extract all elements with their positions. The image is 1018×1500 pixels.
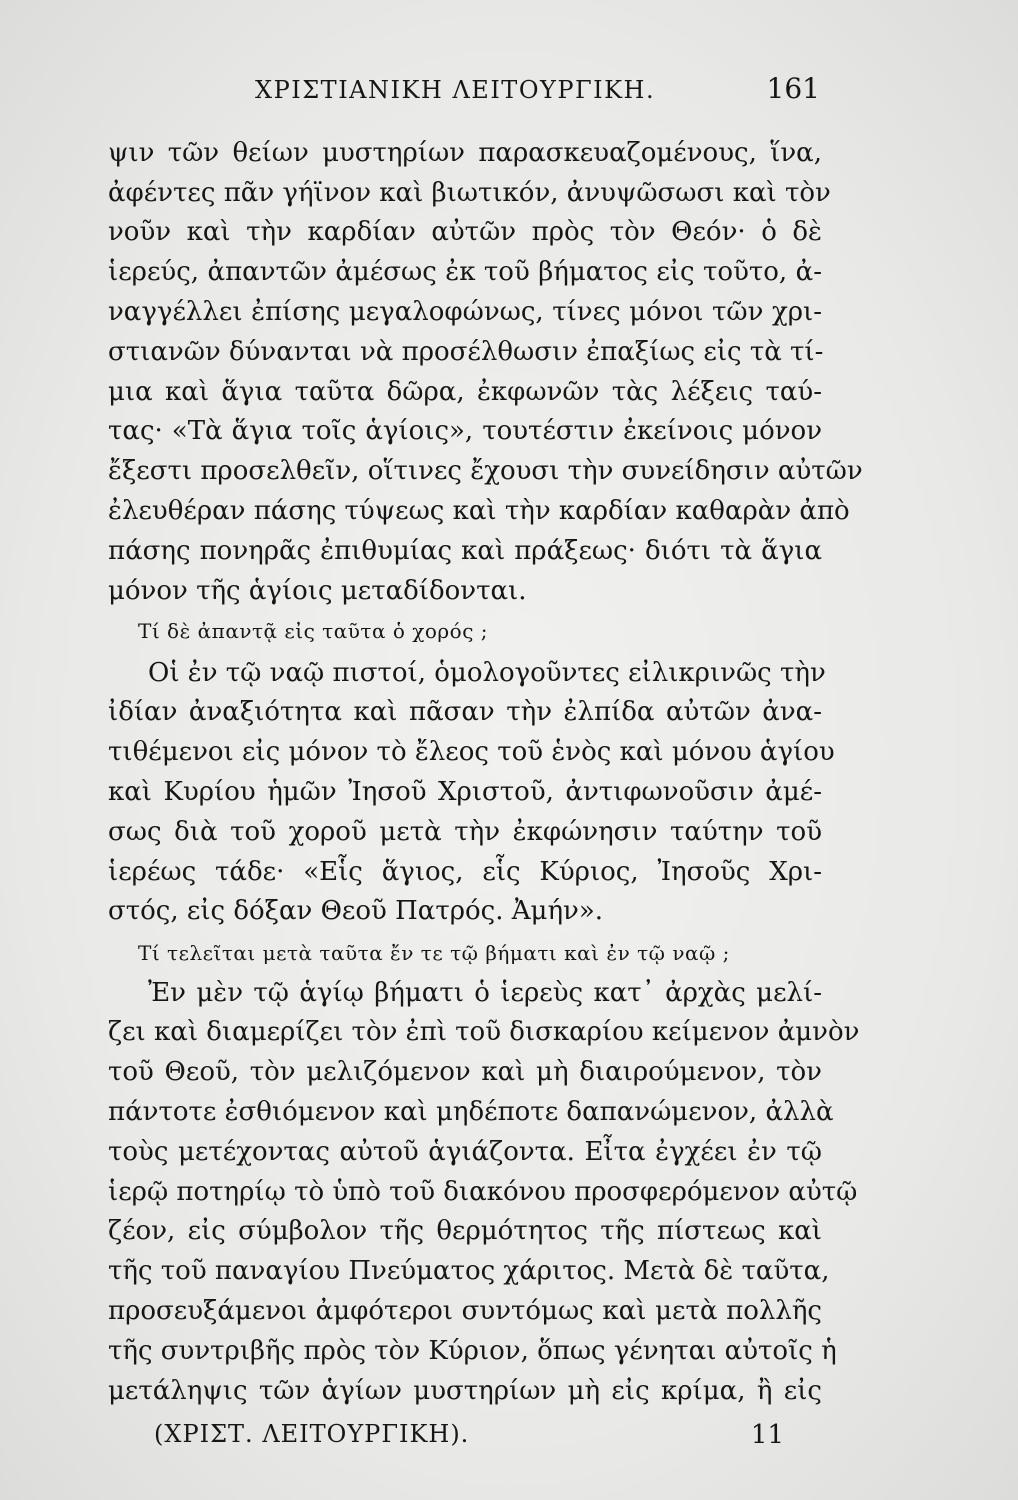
text-line: σως διὰ τοῦ χοροῦ μετὰ τὴν ἐκφώνησιν ταύτην τοῦ	[108, 817, 822, 847]
text-line: ἀφέντες πᾶν γήϊνον καὶ βιωτικόν, ἀνυψῶσωσι καὶ τὸν	[108, 178, 831, 208]
text-line: ναγγέλλει ἐπίσης μεγαλοφώνως, τίνες μόνοι τῶν χρι-	[108, 297, 822, 327]
text-line: ἱερῷ ποτηρίῳ τὸ ὑπὸ τοῦ διακόνου προσφερόμενον αὐτῷ	[108, 1177, 858, 1207]
text-line: Ἐν μὲν τῷ ἁγίῳ βήματι ὁ ἱερεὺς κατ᾽ ἀρχὰς μελί-	[148, 978, 822, 1008]
text-line: τοὺς μετέχοντας αὐτοῦ ἁγιάζοντα. Εἶτα ἐγχέει ἐν τῷ	[108, 1137, 822, 1167]
text-line: ἱερεύς, ἀπαντῶν ἀμέσως ἐκ τοῦ βήματος εἰς τοῦτο, ἀ-	[108, 257, 822, 287]
text-line: πάσης πονηρᾶς ἐπιθυμίας καὶ πράξεως· διότι τὰ ἅγια	[108, 536, 822, 566]
text-line: τοῦ Θεοῦ, τὸν μελιζόμενον καὶ μὴ διαιρούμενον, τὸν	[108, 1057, 822, 1087]
running-title: ΧΡΙΣΤΙΑΝΙΚΗ ΛΕΙΤΟΥΡΓΙΚΗ.	[255, 76, 656, 104]
question-line: Τί τελεῖται μετὰ ταῦτα ἔν τε τῷ βήματι καὶ ἐν τῷ ναῷ ;	[138, 941, 730, 965]
text-line: προσευξάμενοι ἀμφότεροι συντόμως καὶ μετὰ πολλῆς	[108, 1296, 822, 1326]
text-line: στός, εἰς δόξαν Θεοῦ Πατρός. Ἀμήν».	[108, 896, 604, 926]
signature-mark: (ΧΡΙΣΤ. ΛΕΙΤΟΥΡΓΙΚΗ).	[154, 1420, 470, 1448]
text-line: Οἱ ἐν τῷ ναῷ πιστοί, ὁμολογοῦντες εἰλικρινῶς τὴν	[148, 658, 826, 688]
text-line: ἐλευθέραν πάσης τύψεως καὶ τὴν καρδίαν καθαρὰν ἀπὸ	[108, 496, 850, 526]
text-line: ζέον, εἰς σύμβολον τῆς θερμότητος τῆς πίστεως καὶ	[108, 1216, 822, 1246]
page-number: 161	[766, 72, 820, 105]
text-line: τῆς τοῦ παναγίου Πνεύματος χάριτος. Μετὰ δὲ ταῦτα,	[108, 1256, 830, 1286]
text-line: στιανῶν δύνανται νὰ προσέλθωσιν ἐπαξίως εἰς τὰ τί-	[108, 337, 824, 367]
text-line: ψιν τῶν θείων μυστηρίων παρασκευαζομένους, ἵνα,	[108, 138, 822, 168]
text-line: ἔξεστι προσελθεῖν, οἵτινες ἔχουσι τὴν συνείδησιν αὐτῶν	[108, 456, 863, 486]
text-line: ζει καὶ διαμερίζει τὸν ἐπὶ τοῦ δισκαρίου κείμενον ἀμνὸν	[108, 1017, 860, 1047]
signature-number: 11	[750, 1420, 784, 1450]
text-line: πάντοτε ἐσθιόμενον καὶ μηδέποτε δαπανώμενον, ἀλλὰ	[108, 1097, 834, 1127]
text-line: μια καὶ ἅγια ταῦτα δῶρα, ἐκφωνῶν τὰς λέξεις ταύ-	[108, 377, 822, 407]
text-line: ἰδίαν ἀναξιότητα καὶ πᾶσαν τὴν ἐλπίδα αὐτῶν ἀνα-	[108, 697, 822, 727]
text-line: μετάληψις τῶν ἁγίων μυστηρίων μὴ εἰς κρίμα, ἢ εἰς	[108, 1376, 822, 1406]
text-line: τῆς συντριβῆς πρὸς τὸν Κύριον, ὅπως γένηται αὐτοῖς ἡ	[108, 1336, 837, 1366]
text-line: μόνον τῆς ἁγίοις μεταδίδονται.	[108, 576, 527, 606]
page-footer	[154, 1420, 784, 1464]
text-line: ἱερέως τάδε· «Εἷς ἅγιος, εἷς Κύριος, Ἰησοῦς Χρι-	[108, 857, 822, 887]
question-line: Τί δὲ ἀπαντᾷ εἰς ταῦτα ὁ χορός ;	[138, 619, 488, 643]
text-line: τας· «Τὰ ἅγια τοῖς ἁγίοις», τουτέστιν ἐκείνοις μόνον	[108, 416, 822, 446]
text-line: νοῦν καὶ τὴν καρδίαν αὐτῶν πρὸς τὸν Θεόν· ὁ δὲ	[108, 217, 822, 247]
text-line: καὶ Κυρίου ἡμῶν Ἰησοῦ Χριστοῦ, ἀντιφωνοῦσιν ἀμέ-	[108, 777, 822, 807]
text-line: τιθέμενοι εἰς μόνον τὸ ἔλεος τοῦ ἑνὸς καὶ μόνου ἁγίου	[108, 737, 835, 767]
